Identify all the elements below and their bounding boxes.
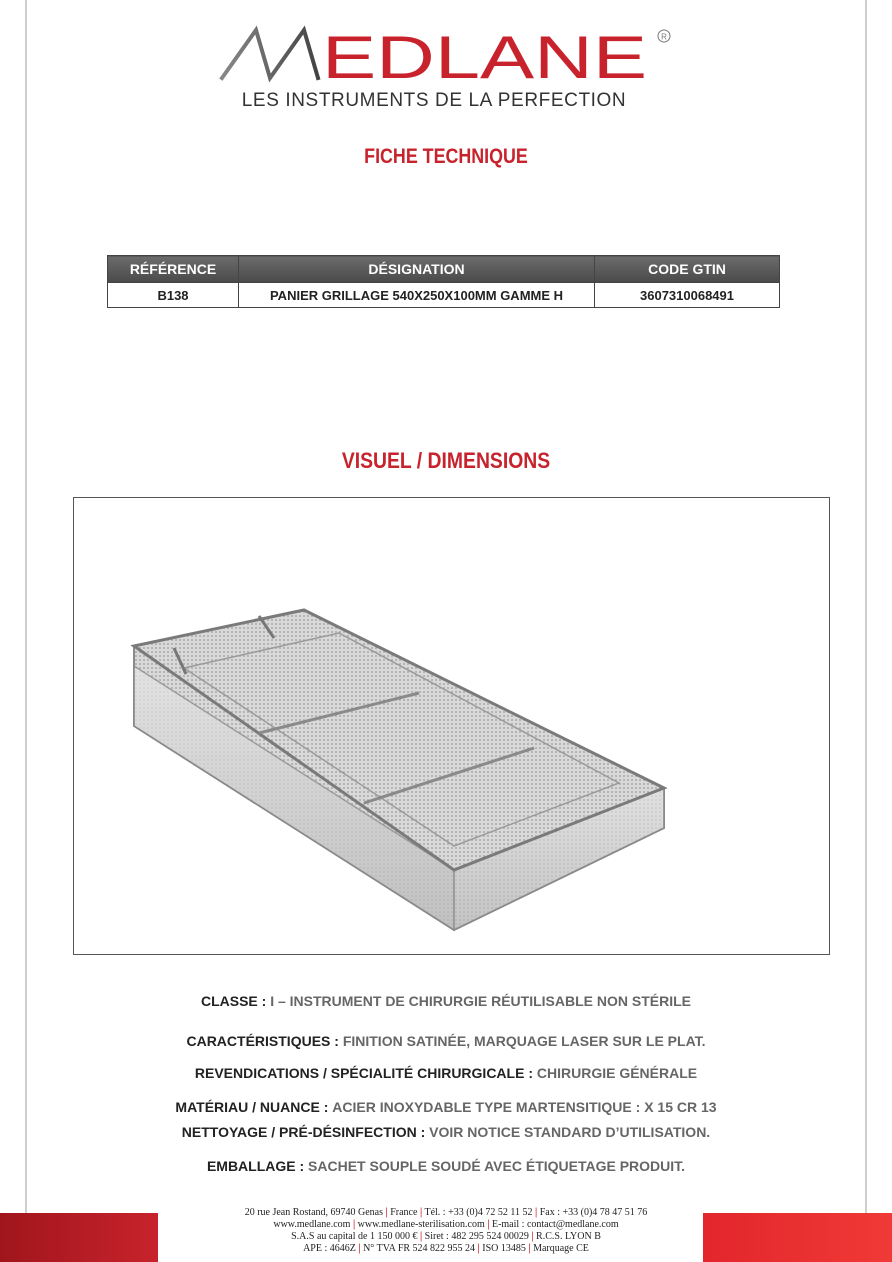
product-photo-frame: [73, 497, 830, 955]
footer-accent-bar-right: [703, 1213, 892, 1262]
spec-revendications: REVENDICATIONS / SPÉCIALITÉ CHIRURGICALE : CHIRURGIE GÉNÉRALE: [194, 1065, 698, 1081]
brand-name: EDLANE: [322, 24, 647, 91]
spec-nettoyage: NETTOYAGE / PRÉ-DÉSINFECTION : VOIR NOTICE STANDARD D’UTILISATION.: [181, 1124, 711, 1140]
visuel-dimensions-title: VISUEL / DIMENSIONS: [341, 448, 551, 473]
header-designation: DÉSIGNATION: [239, 256, 595, 283]
footer-address-line: 20 rue Jean Rostand, 69740 Genas | France | Tél. : +33 (0)4 72 52 11 52 | Fax : +33 (0)4 78 47 51 76: [244, 1207, 648, 1218]
footer-certification-line: APE : 4646Z | N° TVA FR 524 822 955 24 | ISO 13485 | Marquage CE: [303, 1243, 589, 1254]
spec-emballage: EMBALLAGE : SACHET SOUPLE SOUDÉ AVEC ÉTIQUETAGE PRODUIT.: [206, 1158, 686, 1174]
header-reference: RÉFÉRENCE: [108, 256, 239, 283]
spec-classe: CLASSE : I – INSTRUMENT DE CHIRURGIE RÉUTILISABLE NON STÉRILE: [200, 993, 692, 1009]
table-row: [108, 283, 780, 308]
registered-mark: R: [661, 32, 667, 42]
footer-legal-line: S.A.S au capital de 1 150 000 € | Siret : 482 295 524 00029 | R.C.S. LYON B: [291, 1231, 601, 1242]
spec-materiau: MATÉRIAU / NUANCE : ACIER INOXYDABLE TYPE MARTENSITIQUE : X 15 CR 13: [175, 1099, 717, 1115]
header-gtin: CODE GTIN: [595, 256, 780, 283]
medlane-logo: [218, 22, 678, 92]
fiche-technique-title: FICHE TECHNIQUE: [364, 145, 528, 168]
cell-gtin: 3607310068491: [595, 283, 780, 308]
mesh-basket-illustration: [74, 498, 831, 956]
brand-tagline: LES INSTRUMENTS DE LA PERFECTION: [241, 90, 627, 111]
footer-accent-bar-left: [0, 1213, 158, 1262]
cell-reference: B138: [108, 283, 239, 308]
spec-caracteristiques: CARACTÉRISTIQUES : FINITION SATINÉE, MARQUAGE LASER SUR LE PLAT.: [186, 1033, 706, 1049]
product-reference-table: [107, 255, 780, 308]
cell-designation: PANIER GRILLAGE 540X250X100MM GAMME H: [239, 283, 595, 308]
footer-web-line: www.medlane.com | www.medlane-sterilisation.com | E-mail : contact@medlane.com: [273, 1219, 619, 1230]
